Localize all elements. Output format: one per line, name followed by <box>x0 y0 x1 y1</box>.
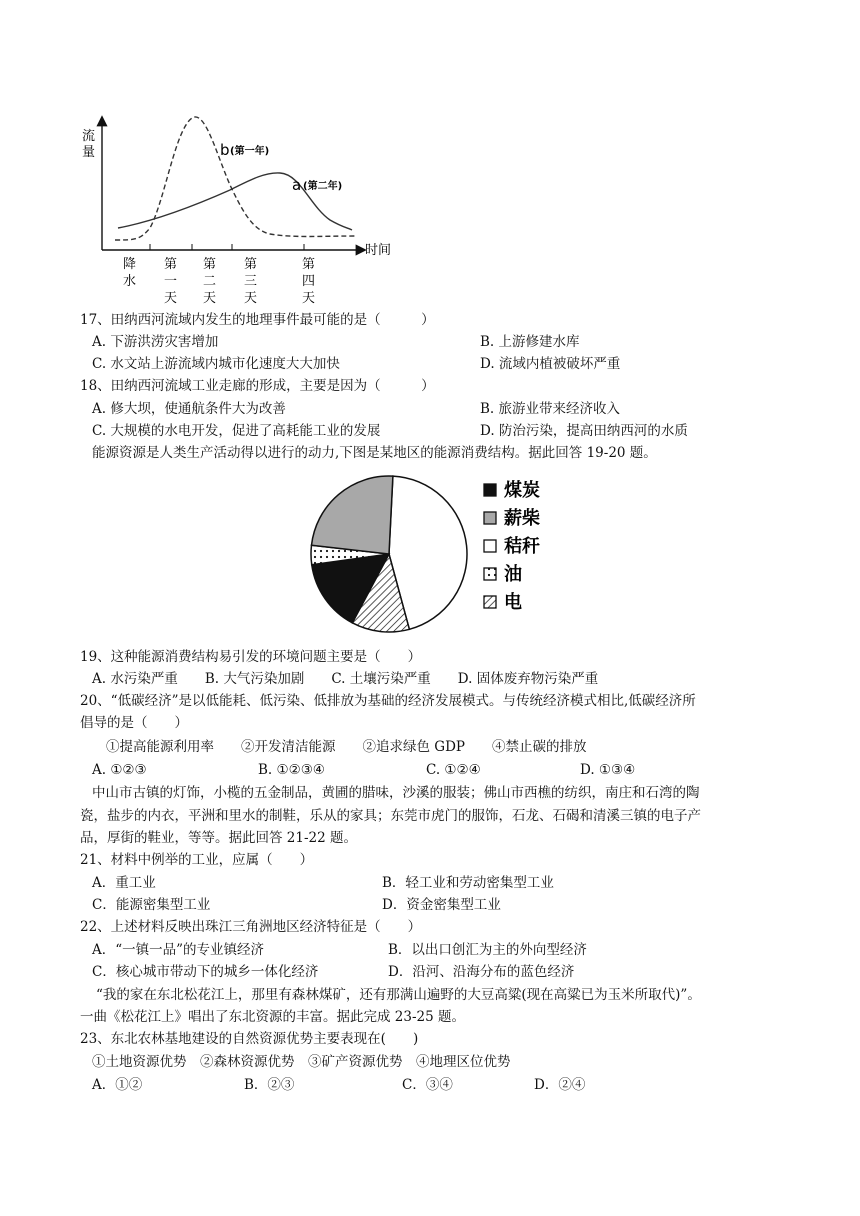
tick-day1-2: 一 <box>164 274 178 289</box>
q23-option-d[interactable]: D．②④ <box>534 1077 586 1093</box>
q20-stem-line2: 倡导的是（ ） <box>80 715 188 731</box>
legend-coal-swatch <box>484 484 496 496</box>
curve-a-letter: a <box>292 176 302 194</box>
y-axis-label-2: 量 <box>82 145 96 160</box>
tick-day4-2: 四 <box>302 274 316 289</box>
q20-option-b[interactable]: B. ①②③④ <box>258 762 325 778</box>
tick-day3-2: 三 <box>244 274 258 289</box>
q17-option-d[interactable]: D. 流域内植被破坏严重 <box>480 356 621 372</box>
q21-option-b[interactable]: B．轻工业和劳动密集型工业 <box>382 875 554 891</box>
tick-day2-2: 二 <box>203 274 217 289</box>
q17-stem: 17、田纳西河流域内发生的地理事件最可能的是（ ） <box>80 312 435 328</box>
q22-option-c[interactable]: C．核心城市带动下的城乡一体化经济 <box>92 964 319 980</box>
q22-stem: 22、上述材料反映出珠江三角洲地区经济特征是（ ） <box>80 919 422 935</box>
q18-option-b[interactable]: B. 旅游业带来经济收入 <box>480 401 621 417</box>
q20-option-d[interactable]: D. ①③④ <box>580 762 636 778</box>
q20-option-a[interactable]: A. ①②③ <box>92 762 147 778</box>
tick-rain-1: 降 <box>123 257 137 272</box>
tick-day1-3: 天 <box>164 291 178 306</box>
q21-stem: 21、材料中例举的工业，应属（ ） <box>80 852 314 868</box>
q17-option-c[interactable]: C. 水文站上游流域内城市化速度大大加快 <box>92 356 340 372</box>
q17-option-b[interactable]: B. 上游修建水库 <box>480 334 580 350</box>
q23-option-a[interactable]: A．①② <box>92 1077 143 1093</box>
q18-option-a[interactable]: A. 修大坝，使通航条件大为改善 <box>92 401 286 417</box>
energy-pie-chart <box>300 470 560 640</box>
q21-option-c[interactable]: C．能源密集型工业 <box>92 897 211 913</box>
tick-day4-3: 天 <box>302 291 316 306</box>
tick-day3-1: 第 <box>244 257 258 272</box>
tick-day3-3: 天 <box>244 291 258 306</box>
intro-21-22-line2: 瓷，盐步的内衣，平洲和里水的制鞋，乐从的家具；东莞市虎门的服饰，石龙、石碣和清溪三镇的电子产 <box>80 808 701 824</box>
flow-hydrograph <box>80 110 460 310</box>
legend-electricity-swatch <box>484 596 496 608</box>
x-axis-label: 时间 <box>365 243 392 258</box>
q19-stem: 19、这种能源消费结构易引发的环境问题主要是（ ） <box>80 649 422 665</box>
curve-b-label: (第一年) <box>230 146 270 157</box>
legend-oil-label: 油 <box>504 564 522 585</box>
q23-option-b[interactable]: B．②③ <box>244 1077 295 1093</box>
curve-b-letter: b <box>220 141 230 159</box>
q18-stem: 18、田纳西河流域工业走廊的形成，主要是因为（ ） <box>80 378 435 394</box>
q22-option-b[interactable]: B．以出口创汇为主的外向型经济 <box>388 942 587 958</box>
q21-option-d[interactable]: D．资金密集型工业 <box>382 897 501 913</box>
q20-option-c[interactable]: C. ①②④ <box>426 762 481 778</box>
q19-options[interactable]: A. 水污染严重 B. 大气污染加剧 C. 土壤污染严重 D. 固体废弃物污染严重 <box>92 671 599 687</box>
q18-option-d[interactable]: D. 防治污染，提高田纳西河的水质 <box>480 423 688 439</box>
q23-stem: 23、东北农林基地建设的自然资源优势主要表现在( ) <box>80 1031 419 1047</box>
tick-rain-2: 水 <box>123 274 137 289</box>
legend-straw-swatch <box>484 540 496 552</box>
legend-electricity-label: 电 <box>504 592 522 613</box>
tick-day1-1: 第 <box>164 257 178 272</box>
legend-oil-swatch <box>484 568 496 580</box>
q17-option-a[interactable]: A. 下游洪涝灾害增加 <box>92 334 219 350</box>
q22-option-d[interactable]: D．沿河、沿海分布的蓝色经济 <box>388 964 575 980</box>
legend-firewood-swatch <box>484 512 496 524</box>
q20-items: ①提高能源利用率 ②开发清洁能源 ②追求绿色 GDP ④禁止碳的排放 <box>106 739 587 755</box>
curve-a-label: (第二年) <box>303 181 343 192</box>
intro-23-25-line1: “我的家在东北松花江上，那里有森林煤矿，还有那满山遍野的大豆高粱(现在高粱已为玉米所取代)”。 <box>96 987 701 1003</box>
q22-option-a[interactable]: A．“一镇一品”的专业镇经济 <box>92 942 265 958</box>
tick-day2-3: 天 <box>203 291 217 306</box>
intro-19-20: 能源资源是人类生产活动得以进行的动力,下图是某地区的能源消费结构。据此回答 19-20 题。 <box>92 445 657 461</box>
curve-b-first-year <box>115 117 355 240</box>
intro-21-22-line3: 品，厚街的鞋业，等等。据此回答 21-22 题。 <box>80 830 357 846</box>
pie-slice-firewood <box>311 476 392 554</box>
y-axis-label-1: 流 <box>82 129 96 144</box>
q23-option-c[interactable]: C．③④ <box>402 1077 453 1093</box>
intro-23-25-line2: 一曲《松花江上》唱出了东北资源的丰富。据此完成 23-25 题。 <box>80 1009 465 1025</box>
q23-items: ①土地资源优势 ②森林资源优势 ③矿产资源优势 ④地理区位优势 <box>92 1054 511 1070</box>
q18-option-c[interactable]: C. 大规模的水电开发，促进了高耗能工业的发展 <box>92 423 381 439</box>
q20-stem-line1: 20、“低碳经济”是以低能耗、低污染、低排放为基础的经济发展模式。与传统经济模式相比,低碳经济所 <box>80 693 696 709</box>
legend-coal-label: 煤炭 <box>504 480 540 501</box>
q21-option-a[interactable]: A．重工业 <box>92 875 156 891</box>
tick-day2-1: 第 <box>203 257 217 272</box>
legend-straw-label: 秸秆 <box>504 536 540 557</box>
intro-21-22-line1: 中山市古镇的灯饰，小榄的五金制品，黄圃的腊味，沙溪的服装；佛山市西樵的纺织，南庄和石湾的陶 <box>92 785 700 801</box>
legend-firewood-label: 薪柴 <box>504 508 540 529</box>
tick-day4-1: 第 <box>302 257 316 272</box>
